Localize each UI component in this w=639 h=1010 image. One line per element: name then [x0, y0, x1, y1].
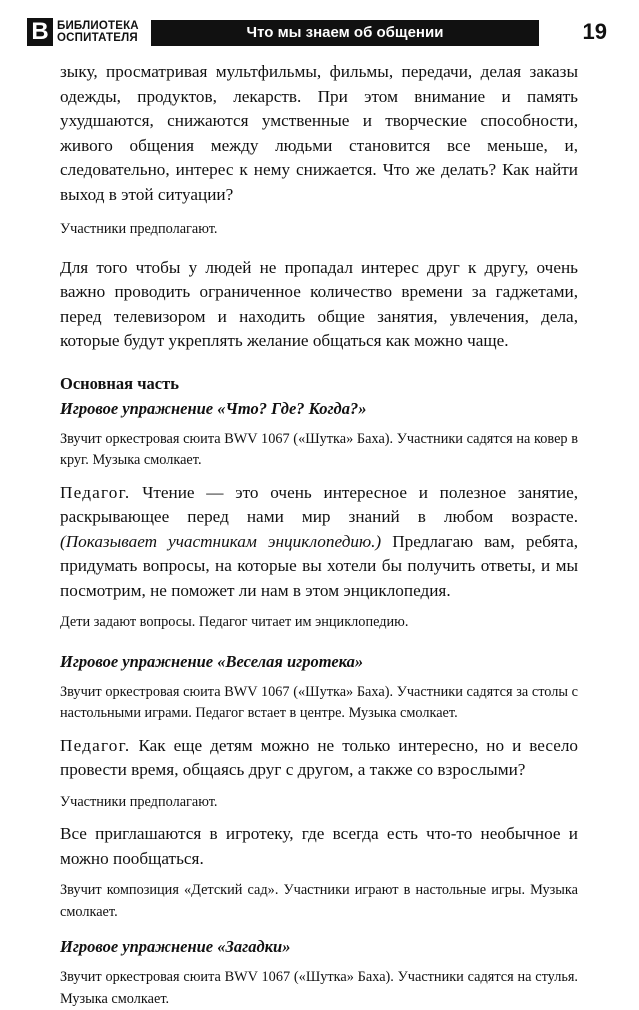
series-name: [57, 20, 139, 44]
stage-direction: Дети задают вопросы. Педагог читает им энциклопедию.: [60, 614, 409, 630]
page-header: [27, 14, 607, 50]
speech-text: Предлагаю вам, ребята, придумать вопросы, на которые вы хотели бы получить ответы, и мы посмотрим, не поможет ли нам в этом энциклопедия.: [60, 531, 578, 600]
series-name-line1: БИБЛИОТЕКА: [57, 20, 139, 32]
series-name-line2: ОСПИТАТЕЛЯ: [57, 32, 138, 44]
paragraph-continued: зыку, просматривая мультфильмы, фильмы, передачи, делая заказы одежды, продуктов, лекарств. При этом внимание и память ухудшаются, снижаются умственные и творческие способности, живого общения между людьми становится все меньше, и, следовательно, интерес к нему снижается. Что же делать? Как найти выход в этой ситуации?: [60, 62, 578, 204]
teacher-speech: [60, 481, 578, 604]
speech-remark: (Показывает участникам энциклопедию.): [60, 531, 382, 551]
running-title: Что мы знаем об общении: [151, 20, 539, 46]
stage-direction: Звучит композиция «Детский сад». Участники играют в настольные игры. Музыка смолкает.: [60, 882, 578, 920]
teacher-speech: [60, 734, 578, 783]
series-logo: B: [27, 18, 53, 46]
page-body: [60, 60, 578, 1010]
speaker-label: Педагог.: [60, 735, 131, 755]
speaker-label: Педагог.: [60, 482, 131, 502]
page-number: 19: [582, 19, 607, 44]
exercise-title: Игровое упражнение «Что? Где? Когда?»: [60, 398, 367, 418]
stage-direction: Участники предполагают.: [60, 221, 218, 237]
speech-text: Чтение — это очень интересное и полезное занятие, раскрывающее перед нами мир знаний в любом возрасте.: [60, 482, 579, 526]
exercise-title: Игровое упражнение «Загадки»: [60, 937, 291, 956]
exercise-title: Игровое упражнение «Веселая игротека»: [60, 651, 364, 671]
paragraph: Все приглашаются в игротеку, где всегда есть что-то необычное и можно пообщаться.: [60, 824, 578, 868]
stage-direction: Звучит оркестровая сюита BWV 1067 («Шутка» Баха). Участники садятся на ковер в круг. Музыка смолкает.: [60, 430, 578, 468]
stage-direction: Звучит оркестровая сюита BWV 1067 («Шутка» Баха). Участники садятся на стулья. Музыка смолкает.: [60, 969, 578, 1007]
stage-direction: Участники предполагают.: [60, 793, 218, 810]
stage-direction: Звучит оркестровая сюита BWV 1067 («Шутка» Баха). Участники садятся за столы с настольными играми. Педагог встает в центре. Музыка смолкает.: [60, 683, 578, 721]
paragraph: Для того чтобы у людей не пропадал интерес друг к другу, очень важно проводить ограниченное количество времени за гаджетами, перед телевизором и находить общие занятия, увлечения, дела, которые будут укреплять желание общаться как можно чаще.: [60, 257, 578, 350]
section-heading: Основная часть: [60, 373, 179, 393]
speech-text: Как еще детям можно не только интересно, но и весело провести время, общаясь друг с другом, а также со взрослыми?: [60, 735, 578, 779]
